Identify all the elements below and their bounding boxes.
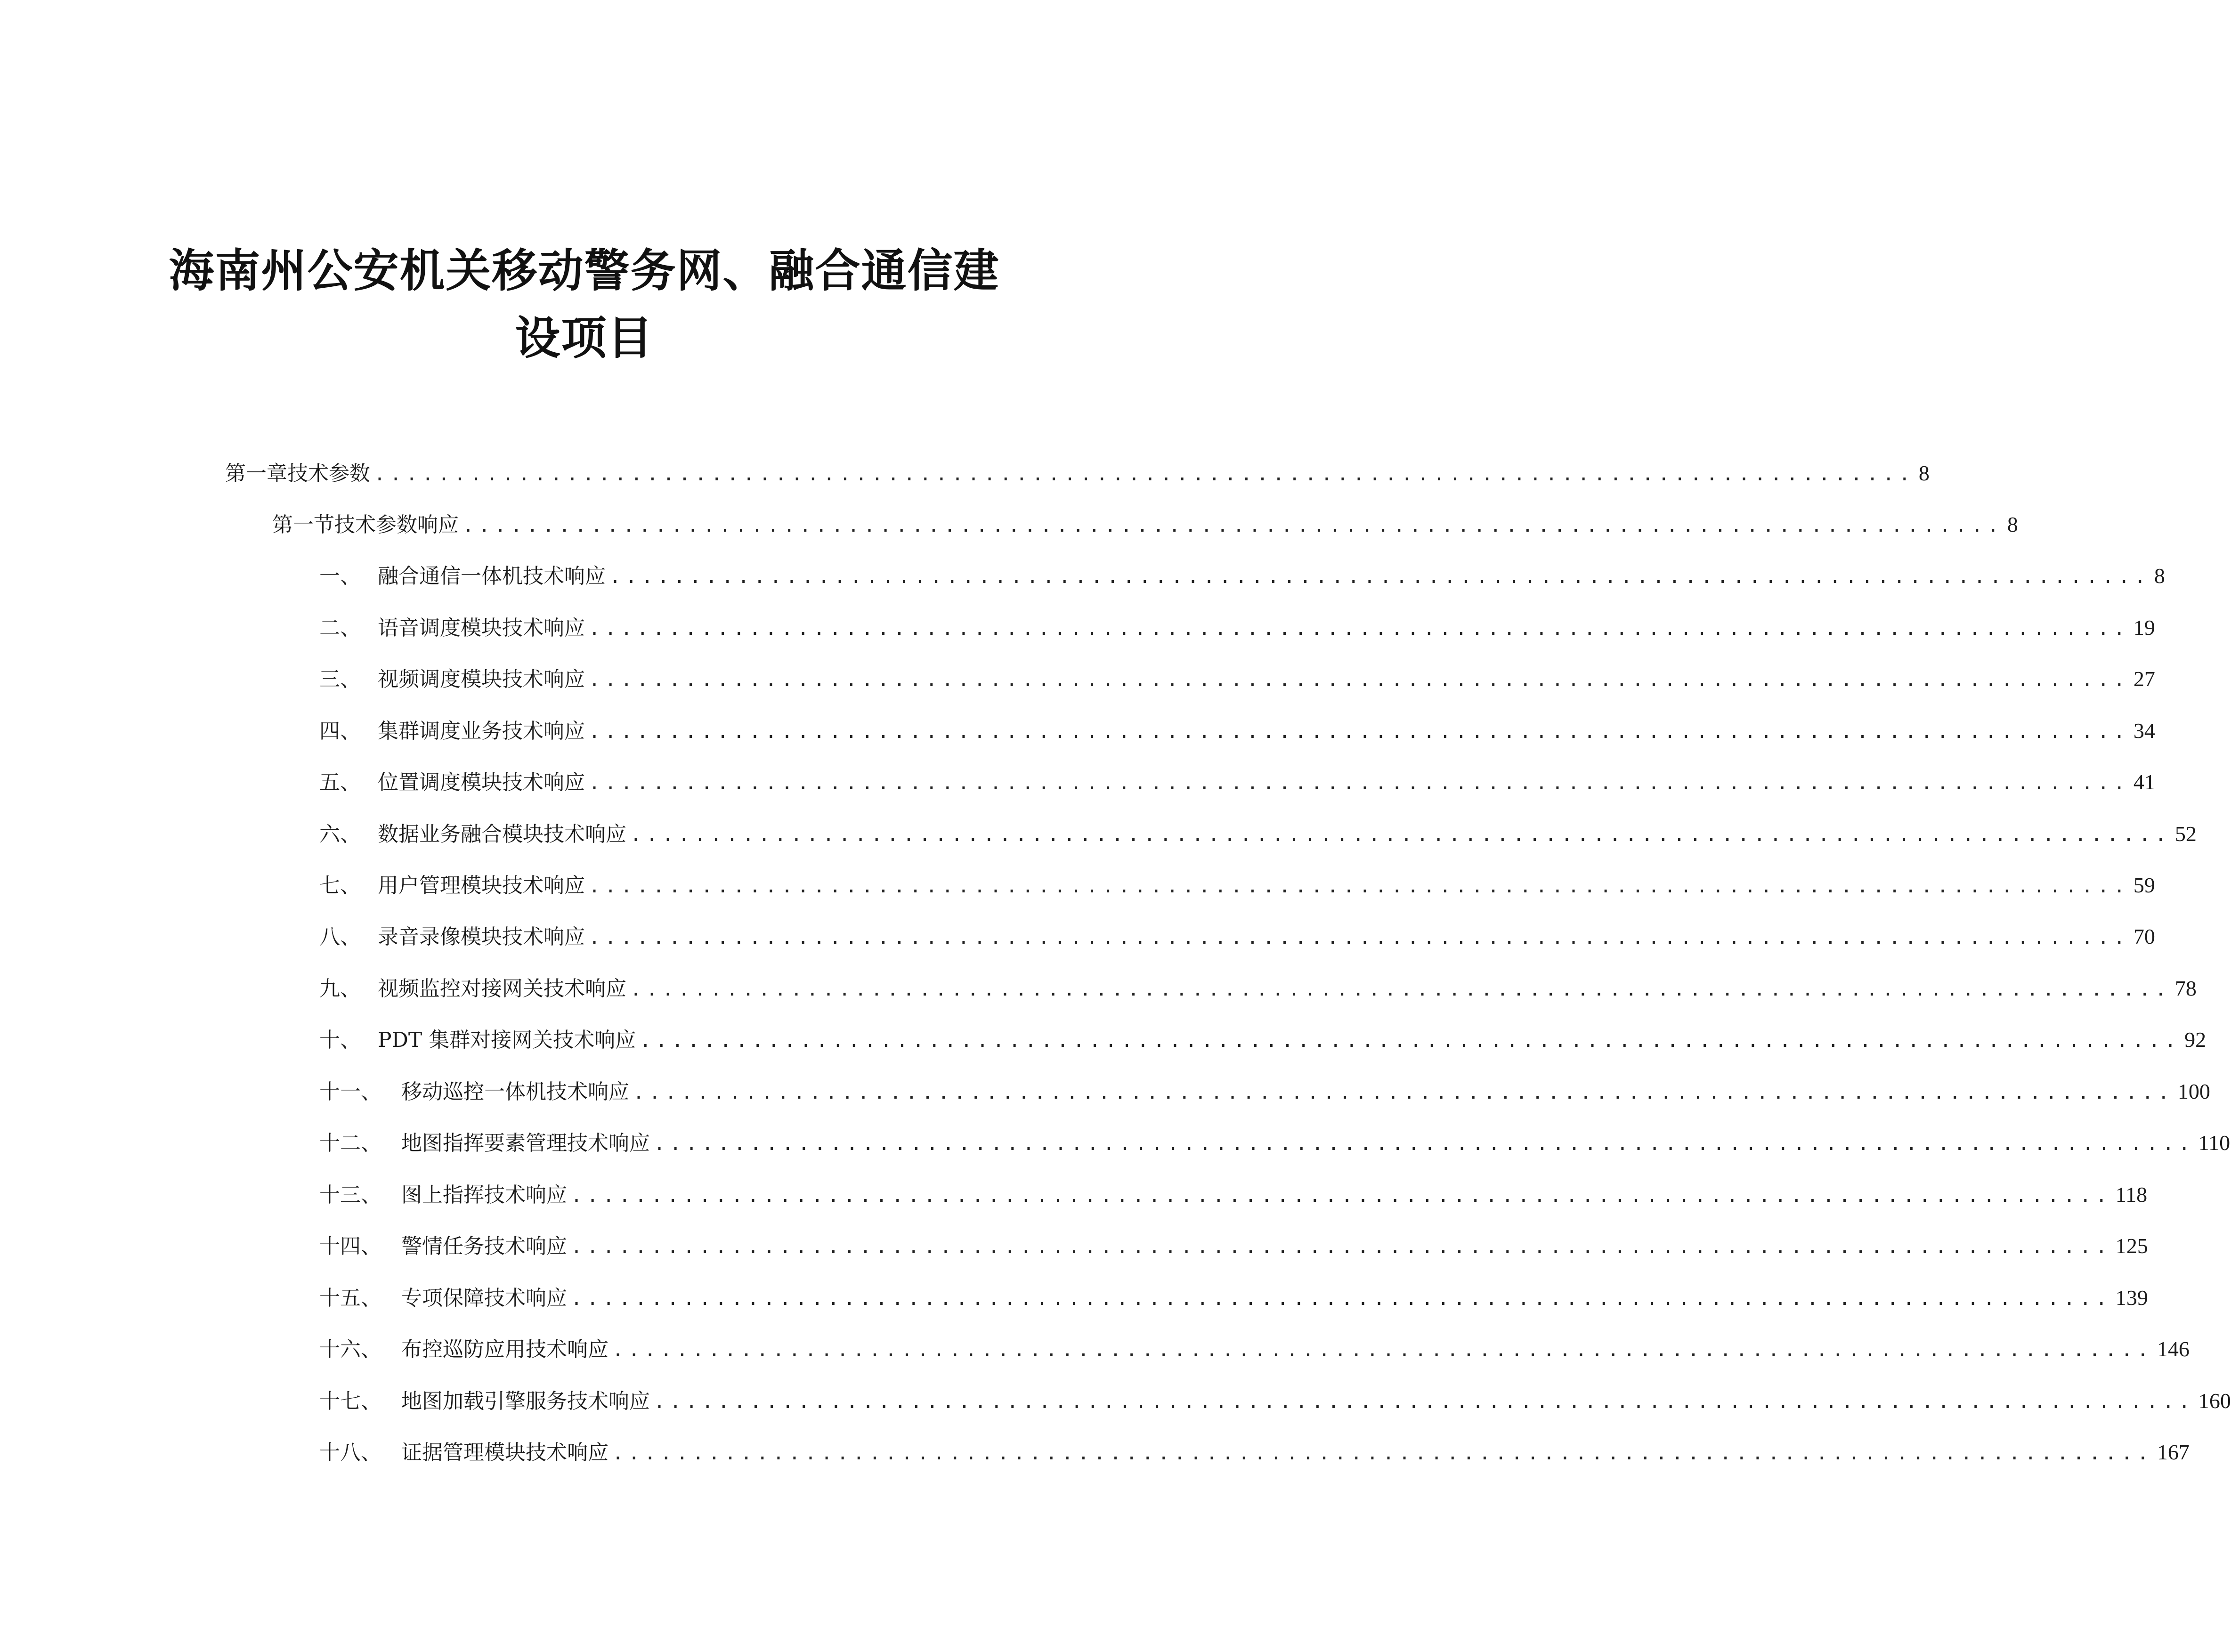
toc-item-number: 十六、 bbox=[319, 1337, 381, 1361]
toc-item-label: 集群调度业务技术响应 bbox=[378, 719, 585, 743]
toc-item-number: 二、 bbox=[319, 616, 361, 640]
toc-dot-leader: ................................................................................................ bbox=[640, 1030, 2181, 1052]
toc-item-entry[interactable] bbox=[319, 1023, 2207, 1056]
toc-item-entry[interactable] bbox=[319, 869, 2155, 902]
toc-dot-leader: ................................................................................................ bbox=[633, 1082, 2174, 1103]
toc-dot-leader: ................................................................................................ bbox=[571, 1185, 2112, 1207]
toc-item-entry[interactable] bbox=[319, 972, 2197, 1005]
toc-item-page: 139 bbox=[2115, 1286, 2148, 1310]
toc-item-label: 地图加载引擎服务技术响应 bbox=[401, 1389, 650, 1413]
toc-dot-leader: ................................................................................................ bbox=[571, 1236, 2112, 1258]
toc-item-entry[interactable] bbox=[319, 1281, 2148, 1314]
toc-dot-leader: ................................................................................................ bbox=[654, 1133, 2195, 1155]
toc-item-entry[interactable] bbox=[319, 1385, 2231, 1417]
toc-item-page: 59 bbox=[2133, 873, 2155, 897]
toc-dot-leader: ................................................................................................ bbox=[589, 875, 2130, 897]
toc-item-page: 118 bbox=[2115, 1182, 2148, 1207]
toc-section-page: 8 bbox=[2007, 512, 2018, 536]
toc-dot-leader: ................................................................................................ bbox=[589, 721, 2130, 743]
toc-item-label: 证据管理模块技术响应 bbox=[401, 1441, 608, 1465]
toc-item-number: 十一、 bbox=[319, 1080, 381, 1104]
toc-item-number: 十八、 bbox=[319, 1441, 381, 1465]
toc-item-label: 移动巡控一体机技术响应 bbox=[401, 1080, 629, 1104]
toc-item-label: 布控巡防应用技术响应 bbox=[401, 1337, 608, 1361]
toc-dot-leader: ................................................................................................ bbox=[654, 1391, 2195, 1413]
toc-item-entry[interactable] bbox=[319, 1126, 2231, 1159]
toc-item-label: 位置调度模块技术响应 bbox=[378, 770, 585, 794]
toc-item-page: 70 bbox=[2133, 924, 2155, 948]
toc-dot-leader: ................................................................................................ bbox=[612, 1442, 2153, 1464]
toc-dot-leader: ................................................................................................ bbox=[374, 463, 1915, 485]
toc-item-label: 视频调度模块技术响应 bbox=[378, 667, 585, 691]
toc-item-label: 语音调度模块技术响应 bbox=[378, 616, 585, 640]
toc-chapter-page: 8 bbox=[1918, 461, 1930, 485]
toc-item-page: 27 bbox=[2133, 667, 2155, 691]
toc-section-number: 第一节 bbox=[272, 513, 334, 537]
toc-item-number: 一、 bbox=[319, 564, 361, 588]
toc-dot-leader: ................................................................................................ bbox=[609, 566, 2150, 588]
toc-item-entry[interactable] bbox=[319, 1178, 2148, 1211]
document-title-line-1: 海南州公安机关移动警务网、融合通信建 bbox=[169, 244, 1000, 297]
toc-item-entry[interactable] bbox=[319, 714, 2155, 747]
toc-item-number: 五、 bbox=[319, 770, 361, 794]
toc-dot-leader: ................................................................................................ bbox=[589, 927, 2130, 948]
toc-item-page: 125 bbox=[2115, 1234, 2148, 1258]
toc-item-number: 七、 bbox=[319, 874, 361, 898]
document-title-line-2: 设项目 bbox=[515, 311, 654, 364]
toc-item-number: 九、 bbox=[319, 977, 361, 1001]
toc-item-page: 34 bbox=[2133, 719, 2155, 743]
toc-item-entry[interactable] bbox=[319, 818, 2197, 850]
toc-item-label: 用户管理模块技术响应 bbox=[378, 874, 585, 898]
toc-item-number: 十三、 bbox=[319, 1183, 381, 1207]
toc-item-page: 41 bbox=[2133, 770, 2155, 794]
toc-dot-leader: ................................................................................................ bbox=[630, 824, 2171, 846]
toc-item-label: 警情任务技术响应 bbox=[401, 1234, 567, 1258]
toc-item-entry[interactable] bbox=[319, 611, 2155, 644]
toc-item-page: 146 bbox=[2157, 1337, 2190, 1361]
toc-dot-leader: ................................................................................................ bbox=[612, 1339, 2153, 1361]
toc-item-page: 8 bbox=[2154, 564, 2165, 588]
toc-item-page: 19 bbox=[2133, 615, 2155, 640]
toc-dot-leader: ................................................................................................ bbox=[630, 979, 2171, 1000]
toc-dot-leader: ................................................................................................ bbox=[589, 669, 2130, 691]
toc-item-entry[interactable] bbox=[319, 1230, 2148, 1263]
toc-item-page: 160 bbox=[2198, 1389, 2231, 1413]
toc-item-number: 八、 bbox=[319, 925, 361, 949]
toc-section-entry[interactable] bbox=[272, 508, 2018, 541]
toc-item-entry[interactable] bbox=[319, 920, 2155, 953]
toc-item-entry[interactable] bbox=[319, 766, 2155, 799]
toc-item-number: 十、 bbox=[319, 1028, 361, 1052]
toc-item-number: 十二、 bbox=[319, 1131, 381, 1155]
toc-item-entry[interactable] bbox=[319, 1075, 2210, 1108]
toc-item-label: PDT 集群对接网关技术响应 bbox=[378, 1028, 636, 1052]
toc-item-label: 地图指挥要素管理技术响应 bbox=[401, 1131, 650, 1155]
toc-item-page: 92 bbox=[2184, 1028, 2207, 1052]
toc-dot-leader: ................................................................................................ bbox=[462, 515, 2004, 536]
toc-item-label: 图上指挥技术响应 bbox=[401, 1183, 567, 1207]
toc-item-number: 十五、 bbox=[319, 1286, 381, 1310]
toc-item-entry[interactable] bbox=[319, 1436, 2190, 1469]
toc-item-label: 专项保障技术响应 bbox=[401, 1286, 567, 1310]
toc-dot-leader: ................................................................................................ bbox=[589, 618, 2130, 640]
toc-chapter-number: 第一章 bbox=[225, 462, 287, 486]
toc-item-page: 100 bbox=[2177, 1079, 2210, 1103]
toc-item-page: 110 bbox=[2198, 1131, 2231, 1155]
toc-dot-leader: ................................................................................................ bbox=[589, 772, 2130, 794]
toc-item-number: 十四、 bbox=[319, 1234, 381, 1258]
toc-item-entry[interactable] bbox=[319, 663, 2155, 696]
toc-item-number: 六、 bbox=[319, 822, 361, 846]
toc-item-page: 52 bbox=[2174, 822, 2197, 846]
toc-item-number: 四、 bbox=[319, 719, 361, 743]
toc-item-label: 数据业务融合模块技术响应 bbox=[378, 822, 626, 846]
toc-item-label: 视频监控对接网关技术响应 bbox=[378, 977, 626, 1001]
toc-item-entry[interactable] bbox=[319, 559, 2165, 592]
toc-item-label: 录音录像模块技术响应 bbox=[378, 925, 585, 949]
toc-item-label: 融合通信一体机技术响应 bbox=[378, 564, 606, 588]
toc-item-page: 167 bbox=[2157, 1440, 2190, 1464]
toc-item-entry[interactable] bbox=[319, 1333, 2190, 1366]
toc-chapter-label: 技术参数 bbox=[287, 462, 370, 486]
toc-section-label: 技术参数响应 bbox=[334, 513, 459, 537]
toc-chapter-entry[interactable] bbox=[225, 457, 1930, 490]
toc-item-number: 三、 bbox=[319, 667, 361, 691]
toc-dot-leader: ................................................................................................ bbox=[571, 1288, 2112, 1310]
toc-item-page: 78 bbox=[2174, 976, 2197, 1000]
toc-item-number: 十七、 bbox=[319, 1389, 381, 1413]
